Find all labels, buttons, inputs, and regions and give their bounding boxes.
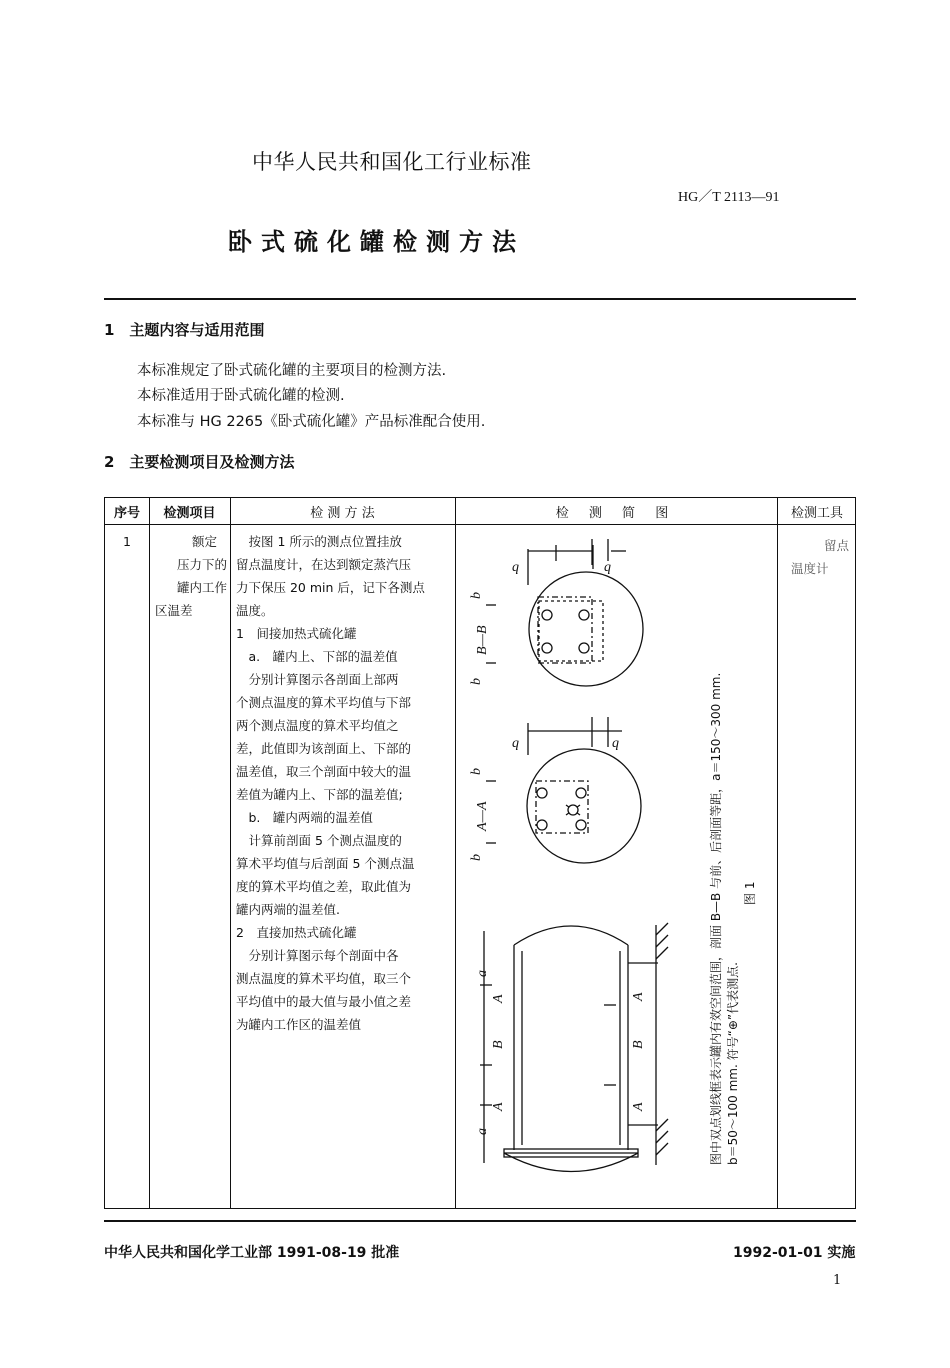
method-line: 度的算术平均值之差，取此值为 [236, 879, 412, 894]
method-line: 力下保压 20 min 后，记下各测点 [236, 580, 425, 595]
header-index: 序号 [113, 506, 140, 521]
header-method: 检 测 方 法 [310, 506, 375, 521]
header-diagram: 检 测 简 图 [555, 506, 677, 521]
test-tool-line: 留点 [823, 538, 849, 553]
section-1-heading: 1 主题内容与适用范围 [104, 321, 265, 339]
method-line: 温差值，取三个剖面中较大的温 [236, 764, 412, 779]
method-line: 两个测点温度的算术平均值之 [236, 718, 399, 733]
document-title: 卧式硫化罐检测方法 [228, 228, 525, 256]
figure-caption-line: b＝50～100 mm. 符号“⊕”代表测点. [726, 962, 740, 1165]
method-line: 2 直接加热式硫化罐 [236, 925, 357, 940]
label-q: q [512, 560, 519, 575]
method-line: 平均值中的最大值与最小值之差 [236, 994, 412, 1009]
figure-number: 图 1 [743, 881, 757, 905]
header-item: 检测项目 [163, 506, 216, 521]
method-line: 1 间接加热式硫化罐 [236, 626, 357, 641]
method-line: 分别计算图示各剖面上部两 [236, 672, 399, 687]
method-line: 差值为罐内上、下部的温差值; [236, 787, 403, 802]
method-line: b. 罐内两端的温差值 [236, 810, 373, 825]
standard-number: HG／T 2113—91 [678, 190, 780, 205]
method-line: a. 罐内上、下部的温差值 [236, 649, 398, 664]
top-rule [104, 298, 856, 300]
page-number: 1 [833, 1273, 842, 1288]
method-line: 按图 1 所示的测点位置挂放 [236, 534, 402, 549]
test-tool-line: 温度计 [791, 561, 829, 576]
test-item-line: 罐内工作 [176, 580, 227, 595]
section-1-paragraph: 本标准规定了卧式硫化罐的主要项目的检测方法. [137, 363, 447, 379]
method-line: 为罐内工作区的温差值 [236, 1017, 362, 1032]
section-bb [486, 539, 643, 686]
method-line: 留点温度计，在达到额定蒸汽压 [236, 557, 412, 572]
label-section-a: A [631, 1102, 646, 1111]
bottom-rule [104, 1220, 856, 1222]
row-index: 1 [123, 534, 131, 549]
label-section-bb: B—B [475, 625, 490, 655]
effective-date: 1992-01-01 实施 [733, 1245, 856, 1261]
label-b: b [469, 592, 484, 599]
test-item-line: 压力下的 [176, 557, 227, 572]
label-a: a [475, 970, 490, 977]
label-q: q [604, 560, 611, 575]
method-text [236, 530, 452, 1036]
label-q: q [512, 736, 519, 751]
test-tool [785, 534, 849, 580]
label-section-a: A [491, 994, 506, 1003]
label-section-a: A [631, 992, 646, 1001]
test-item [155, 530, 227, 622]
section-2-heading: 2 主要检测项目及检测方法 [104, 453, 295, 471]
label-b: b [469, 678, 484, 685]
figure-caption-line: 图中双点划线框表示罐内有效空间范围，剖面 B—B 与前、后剖面等距，a＝150～300 mm. [709, 672, 723, 1165]
section-1-paragraph: 本标准与 HG 2265《卧式硫化罐》产品标准配合使用. [137, 414, 486, 430]
measuring-points-aa [537, 788, 586, 830]
label-section-a: A [491, 1102, 506, 1111]
issuing-body: 中华人民共和国化工行业标准 [252, 150, 532, 174]
method-line: 测点温度的算术平均值，取三个 [236, 971, 412, 986]
label-b: b [469, 768, 484, 775]
method-line: 分别计算图示每个剖面中各 [236, 948, 399, 963]
label-section-b: B [491, 1040, 506, 1049]
label-section-aa: A—A [475, 801, 490, 831]
label-a: a [475, 1128, 490, 1135]
method-line: 差，此值即为该剖面上、下部的 [236, 741, 412, 756]
method-line: 计算前剖面 5 个测点温度的 [236, 833, 402, 848]
label-q: q [612, 736, 619, 751]
header-tool: 检测工具 [790, 506, 843, 521]
method-line: 算术平均值与后剖面 5 个测点温 [236, 856, 415, 871]
method-line: 个测点温度的算术平均值与下部 [236, 695, 412, 710]
method-line: 温度。 [236, 603, 274, 618]
test-item-line: 区温差 [155, 603, 193, 618]
method-line: 罐内两端的温差值. [236, 902, 340, 917]
section-1-paragraph: 本标准适用于卧式硫化罐的检测. [137, 388, 345, 404]
figure-caption [708, 673, 759, 1165]
label-section-b: B [631, 1040, 646, 1049]
test-item-line: 额定 [191, 534, 217, 549]
label-b: b [469, 854, 484, 861]
approval-line: 中华人民共和国化学工业部 1991-08-19 批准 [104, 1245, 400, 1261]
measuring-points-bb [542, 610, 589, 653]
